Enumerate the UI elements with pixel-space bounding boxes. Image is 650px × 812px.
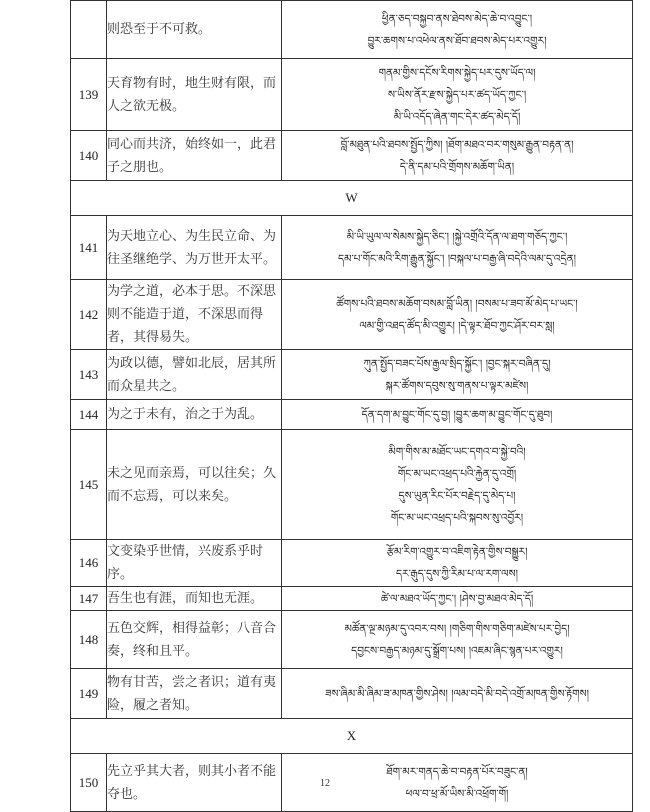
entry-number: 144	[71, 400, 107, 430]
table-body	[71, 1, 633, 812]
tibetan-line: ས་ཡིས་ནོར་རྫས་སྐྱེད་པར་ཚད་ཡོད་ཀྱང་།	[387, 88, 527, 101]
entry-number: 145	[71, 430, 107, 540]
tibetan-line: མི་ཡི་འདོད་ཞེན་གང་དེར་ཚད་མེད་དོ།	[393, 110, 521, 123]
table-row	[71, 131, 633, 181]
tibetan-line: ཀུན་སྤྱོད་བཟང་པོས་རྒྱལ་སྲིད་སྐྱོང་། །བྱང་སྐར་བཞིན་དུ།	[363, 357, 551, 370]
tibetan-translation	[282, 131, 633, 181]
table-row	[71, 540, 633, 587]
table-row	[71, 587, 633, 611]
tibetan-translation	[282, 611, 633, 669]
entry-number: 149	[71, 669, 107, 719]
tibetan-line: མིག་གིས་མ་མཐོང་ཡང་དགའ་བ་སྐྱེ་བའི།	[388, 445, 526, 458]
section-letter: W	[71, 181, 633, 216]
table-row	[71, 611, 633, 669]
tibetan-line: ཕལ་བ་ཕྲ་མོ་ཡིས་མི་འཕྲོག་གོ།	[405, 787, 509, 800]
tibetan-line: གནམ་གྱིས་དངོས་རིགས་སྐྱེད་པར་དུས་ཡོད་ལ།	[378, 66, 536, 79]
tibetan-line: ཐོག་མར་གནད་ཆེ་བ་བརྟན་པོར་བཟུང་ན།	[386, 765, 528, 778]
chinese-text: 为之于未有，治之于为乱。	[107, 400, 282, 430]
tibetan-line: གོང་མ་ཡང་འཕྲད་པའི་རྐྱེན་དུ་འགྲོ།	[397, 467, 517, 480]
chinese-text: 先立乎其大者，则其小者不能夺也。	[107, 754, 282, 812]
tibetan-translation	[282, 400, 633, 430]
chinese-text: 文变染乎世情，兴废系乎时序。	[107, 540, 282, 587]
tibetan-translation	[282, 430, 633, 540]
tibetan-line: སྐར་ཚོགས་དབུས་སུ་གནས་པ་ལྟར་མཛེས།	[385, 379, 529, 392]
chinese-text: 为天地立心、为生民立命、为往圣继绝学、为万世开太平。	[107, 216, 282, 280]
tibetan-line: མཚོན་ལྔ་མཉམ་དུ་འབར་བས། །གཅིག་གིས་གཅིག་མཛེས་པར་བྱེད།	[344, 622, 570, 635]
chinese-text: 未之见而亲焉，可以往矣；久而不忘焉，可以来矣。	[107, 430, 282, 540]
entry-number	[71, 1, 107, 59]
tibetan-line: བྱུར་ཆགས་པ་འཕེལ་ནས་ཐོབ་ཐབས་མེད་པར་འགྱུར།	[367, 34, 547, 47]
table-row	[71, 59, 633, 131]
table-row	[71, 350, 633, 400]
tibetan-line: ཚེ་ལ་མཐའ་ཡོད་ཀྱང་། །ཤེས་བྱ་མཐའ་མེད་དོ།	[380, 592, 534, 605]
entry-number: 146	[71, 540, 107, 587]
entry-number: 142	[71, 280, 107, 350]
tibetan-line: དམ་པ་གོང་མའི་རིག་རྒྱུན་སྐྱོང་། །བསྐལ་པ་བརྒྱ་ཞི་བདེའི་ལམ་དུ་འདྲེན།	[338, 252, 576, 265]
tibetan-translation	[282, 59, 633, 131]
tibetan-translation	[282, 669, 633, 719]
tibetan-translation	[282, 540, 633, 587]
entry-number: 147	[71, 587, 107, 611]
translation-table	[70, 0, 633, 812]
tibetan-line: ཚོགས་པའི་ཐབས་མཆོག་བསམ་བློ་ཡིན། །བསམ་པ་ཟབ་མོ་མེད་པ་ཡང་།	[336, 297, 578, 310]
entry-number: 141	[71, 216, 107, 280]
entry-number: 140	[71, 131, 107, 181]
page-number: 12	[320, 778, 330, 789]
table-row	[71, 1, 633, 59]
table-row	[71, 669, 633, 719]
entry-number: 148	[71, 611, 107, 669]
tibetan-line: གོང་མ་ཡང་འཕྲད་པའི་སྐབས་སུ་འབྱོར།	[390, 511, 524, 524]
table-row	[71, 430, 633, 540]
tibetan-line: རྩོམ་རིག་འགྱུར་བ་འཇིག་རྟེན་གྱིས་བསྒྱུར།	[386, 546, 528, 558]
tibetan-translation	[282, 216, 633, 280]
tibetan-translation	[282, 587, 633, 611]
tibetan-line: ཕྱིན་ཅད་བསྐྱབ་ནས་ཐེབས་མེད་ཆེ་བ་འབྱུང་།	[381, 12, 533, 25]
chinese-text: 则恐至于不可救。	[107, 1, 282, 59]
chinese-text: 物有甘苦，尝之者识；道有夷险，履之者知。	[107, 669, 282, 719]
tibetan-line: དེ་ནི་དམ་པའི་གྲོགས་མཆོག་ཡིན།	[399, 160, 515, 173]
tibetan-translation	[282, 280, 633, 350]
chinese-text: 为学之道，必本于思。不深思则不能造于道，不深思而得者，其得易失。	[107, 280, 282, 350]
entry-number: 139	[71, 59, 107, 131]
tibetan-line: ལམ་གྱི་འཐད་ཚོད་མི་འགྱུར། །དེ་ལྟར་ཐོབ་ཀྱང་ཤོར་བར་སླ།	[359, 319, 555, 332]
tibetan-line: དར་རྒུད་དུས་ཀྱི་རིམ་པ་ལ་རག་ལས།	[396, 568, 518, 580]
tibetan-translation	[282, 350, 633, 400]
entry-number: 143	[71, 350, 107, 400]
tibetan-line: དབྱངས་བརྒྱད་མཉམ་དུ་སྒྲོག་པས། །འཇམ་ཞིང་སྙན་པར་འགྱུར།	[351, 644, 563, 657]
chinese-text: 五色交辉，相得益彰；八音合奏，终和且平。	[107, 611, 282, 669]
chinese-text: 天育物有时，地生财有限，而人之欲无极。	[107, 59, 282, 131]
tibetan-translation	[282, 1, 633, 59]
tibetan-line: ཟས་ཞིམ་མི་ཞིམ་ཟ་མཁན་གྱིས་ཤེས། །ལམ་བདེ་མི་བདེ་འགྲོ་མཁན་གྱིས་རྟོགས།	[325, 687, 589, 700]
table-row	[71, 280, 633, 350]
tibetan-line: བློ་མཐུན་པའི་ཐབས་སྤྱོད་ཀྱིས། །ཐོག་མཐའ་བར་གསུམ་རྒྱུན་བརྟན་ན།	[340, 138, 574, 151]
table-row	[71, 216, 633, 280]
section-row	[71, 719, 633, 754]
chinese-text: 吾生也有涯，而知也无涯。	[107, 587, 282, 611]
tibetan-line: མི་ཡི་ཡུལ་ལ་སེམས་སྐྱེད་ཅིང་། །སྐྱེ་འགྲོའི་དོན་ལ་ཐག་གཅོད་ཀྱང་།	[346, 230, 568, 243]
section-row	[71, 181, 633, 216]
table-row	[71, 400, 633, 430]
chinese-text: 同心而共济，始终如一，此君子之朋也。	[107, 131, 282, 181]
entry-number: 150	[71, 754, 107, 812]
tibetan-line: དོན་དག་མ་བྱུང་གོང་དུ་བྱ། །བྱུར་ཆག་མ་བྱུང་གོང་དུ་ཐུབ།	[361, 408, 553, 421]
chinese-text: 为政以德，譬如北辰，居其所而众星共之。	[107, 350, 282, 400]
section-letter: X	[71, 719, 633, 754]
tibetan-line: དུས་ཡུན་རིང་པོར་བརྗེད་དུ་མེད་པ།	[398, 489, 516, 502]
